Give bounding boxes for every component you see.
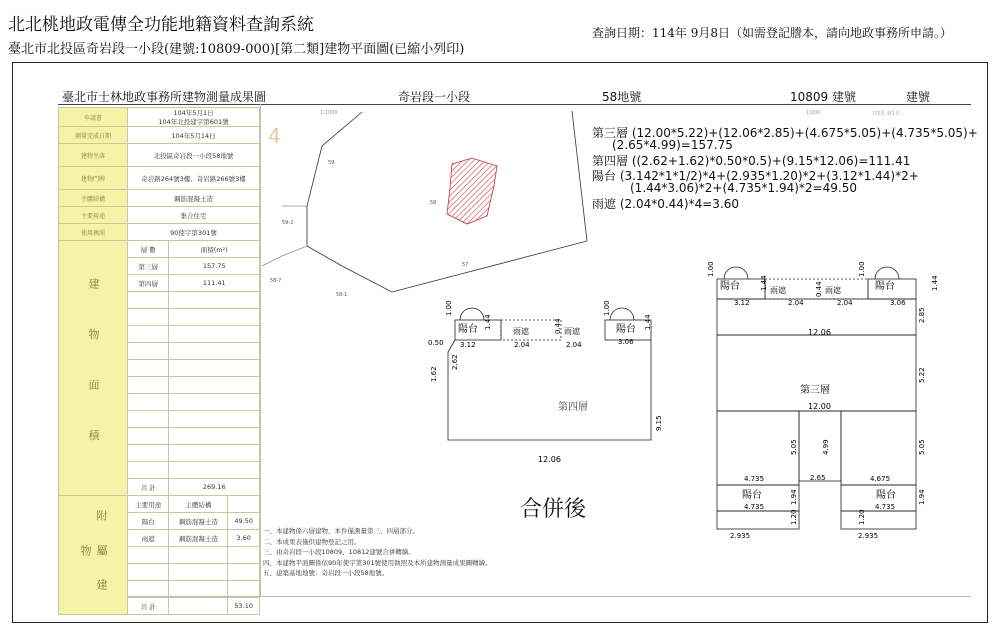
balcony-arc: [610, 308, 634, 320]
row-value: 鋼筋混凝土造: [128, 190, 260, 207]
building-footprint: [447, 158, 497, 224]
lot-label: 58-7: [270, 278, 282, 284]
canopy-area: [501, 320, 561, 340]
third-floor-label: 第三層: [800, 385, 830, 396]
note-item: 三、由奇岩段一小段10809、10812建號合併轉繪。: [263, 548, 415, 556]
dim-label: 0.44: [815, 281, 823, 297]
header-rule: [58, 104, 971, 105]
formula-balcony: 陽台 (3.142*1*1/2)*4+(2.935*1.20)*2+(3.12*1.44)*2+: [592, 169, 919, 183]
row-label: 建物門牌: [59, 167, 128, 190]
lot-label: 57: [462, 262, 469, 268]
dim-label: 2.65: [810, 474, 826, 482]
note-item: 一、本建物係六層建物，本件僅測量第三、四層部分。: [263, 527, 419, 535]
lot-label: 59: [328, 160, 335, 166]
dim-label: 3.06: [890, 299, 906, 307]
building-number-label: 建號: [906, 90, 931, 104]
dim-label: 5.22: [918, 367, 926, 383]
dim-label: 1.00: [603, 300, 611, 316]
third-floor-left-wing: [717, 411, 799, 485]
formula-fourth-floor: 第四層 ((2.62+1.62)*0.50*0.5)+(9.15*12.06)=111.41: [592, 154, 911, 168]
page-count: 共2頁 第1頁: [872, 111, 900, 117]
dim-label: 12.00: [808, 402, 831, 411]
dim-label: 2.04: [514, 341, 530, 349]
dim-label: 2.04: [788, 299, 804, 307]
annex-total: 53.10: [228, 598, 260, 615]
notes: [263, 526, 603, 579]
dim-label: 2.935: [858, 532, 879, 540]
area-total-label: 共 計: [128, 479, 169, 496]
dim-label: 3.06: [618, 338, 634, 346]
formula-canopy: 雨遮 (2.04*0.44)*4=3.60: [592, 197, 740, 211]
area-header-area: 面積(m²): [169, 241, 260, 258]
balcony-arc: [875, 267, 899, 279]
balcony-label: 陽台: [458, 324, 478, 335]
annex-structure: 鋼筋混凝土造: [169, 513, 228, 530]
lot-line: [262, 246, 307, 266]
canopy-label: 雨遮: [825, 286, 841, 295]
row-label: 建物坐落: [59, 144, 128, 167]
site-label: 4: [268, 124, 281, 148]
annex-header-use: 主要用途: [128, 496, 169, 513]
third-floor-plan: [700, 255, 960, 545]
building-number: 10809 建號: [790, 90, 856, 104]
row-value: 90使字第301號: [128, 224, 260, 241]
row-label: 測量完成日期: [59, 127, 128, 144]
dim-label: 3.12: [734, 299, 750, 307]
office-title: 臺北市士林地政事務所建物測量成果圖: [62, 90, 267, 104]
site-scale: 1/1000: [320, 110, 338, 116]
area-total: 269.16: [169, 479, 260, 496]
document-subtitle: 臺北市北投區奇岩段一小段(建號:10809-000)[第二類]建物平面圖(已縮小列印): [8, 42, 465, 57]
dim-label: 1.00: [707, 261, 715, 277]
dim-label: 2.04: [837, 299, 853, 307]
dim-label: 4.735: [875, 503, 896, 511]
dim-label: 3.12: [460, 341, 476, 349]
dim-label: 1.00: [445, 300, 453, 316]
query-date: 查詢日期：114年 9月8日（如需登記謄本，請向地政事務所申請。）: [592, 26, 952, 40]
fourth-floor-outline: [448, 340, 651, 440]
balcony-label: 陽台: [876, 490, 896, 501]
dim-label: 5.05: [918, 439, 926, 455]
formula-third-floor-cont: (2.65*4.99)=157.75: [612, 138, 733, 152]
row-value: 集合住宅: [128, 207, 260, 224]
dim-label: 1.44: [644, 314, 652, 330]
annex-structure: 鋼筋混凝土造: [169, 530, 228, 547]
row-value: 北投區奇岩段一小段58地號: [128, 144, 260, 167]
area-floor: 第三層: [128, 258, 169, 275]
area-floor: 第四層: [128, 275, 169, 292]
balcony-label: 陽台: [742, 490, 762, 501]
canopy-label: 雨遮: [564, 327, 580, 336]
lot-label: 58-1: [336, 292, 348, 298]
dim-label: 1.62: [430, 366, 438, 382]
dim-label: 1.94: [790, 489, 798, 505]
balcony-arc: [724, 267, 748, 279]
dim-label: 1.20: [790, 509, 798, 525]
lot-boundary: [307, 111, 587, 292]
balcony-arc: [460, 308, 484, 320]
dim-label: 1.44: [484, 314, 492, 330]
row-value: 104年5月14日: [128, 127, 260, 144]
dim-label: 2.935: [730, 532, 751, 540]
dim-label: 12.06: [538, 455, 561, 464]
dim-label: 2.85: [918, 307, 926, 323]
dim-label: 4.735: [744, 503, 765, 511]
dim-label: 1.44: [931, 275, 939, 291]
formula-third-floor: 第三層 (12.00*5.22)+(12.06*2.85)+(4.675*5.05)+(4.735*5.05)+: [592, 126, 978, 140]
row-label: 申請書: [59, 108, 128, 127]
annex-use: 陽台: [128, 513, 169, 530]
dim-label: 2.04: [566, 341, 582, 349]
dim-label: 1.20: [858, 509, 866, 525]
canopy-label: 雨遮: [770, 286, 786, 295]
dim-label: 1.44: [760, 275, 768, 291]
area-header-floor: 層 數: [128, 241, 169, 258]
annex-area-label: 附 屬 建 物: [59, 496, 128, 615]
dim-label: 0.44: [554, 318, 562, 334]
note-item: 五、建築基地地號：奇岩段一小段58地號。: [263, 569, 389, 577]
annex-header-structure: 主體結構: [169, 496, 228, 513]
note-item: 二、本成果表僅供建物登記之用。: [263, 537, 361, 546]
balcony-label: 陽台: [720, 281, 740, 292]
main-area-label: 建 物 面 積: [59, 241, 128, 496]
balcony-bottom-right-ext: [841, 511, 916, 529]
annex-area: 49.50: [228, 513, 260, 530]
third-floor-main: [717, 335, 916, 411]
fourth-floor-label: 第四層: [558, 402, 588, 413]
annex-area: 3.60: [228, 530, 260, 547]
dim-label: 4.675: [870, 475, 891, 483]
dim-label: 1.94: [918, 489, 926, 505]
plan-scale: 1/200: [806, 110, 821, 116]
third-floor-center: [799, 411, 841, 481]
row-label: 主體結構: [59, 190, 128, 207]
row-label: 使用執照: [59, 224, 128, 241]
dim-label: 2.62: [451, 354, 459, 370]
row-label: 主要用途: [59, 207, 128, 224]
canopy-label: 雨遮: [513, 327, 529, 336]
column-divider: [260, 104, 261, 596]
dim-label: 12.06: [808, 328, 831, 337]
site-plan: [262, 106, 592, 306]
note-item: 四、本建物平面圖係依90年使字第301號使用執照及本所建物測量成果圖轉繪。: [263, 558, 492, 567]
area-value: 111.41: [169, 275, 260, 292]
fourth-floor-plan: [420, 290, 670, 480]
dim-label: 4.99: [822, 439, 830, 455]
dim-label: 5.05: [790, 439, 798, 455]
row-value: 104年5月1日 104年北投建字第601號: [128, 108, 260, 127]
balcony-label: 陽台: [875, 281, 895, 292]
merged-label: 合併後: [520, 497, 587, 522]
annex-use: 雨遮: [128, 530, 169, 547]
balcony-label: 陽台: [616, 324, 636, 335]
annex-total-label: 共 計: [128, 598, 169, 615]
dim-label: 4.735: [744, 475, 765, 483]
lot-label: 59-2: [282, 220, 294, 226]
lot-number: 58地號: [602, 90, 642, 104]
dim-label: 1.00: [858, 261, 866, 277]
section-name: 奇岩段一小段: [398, 90, 471, 104]
formula-balcony-cont: (1.44*3.06)*2+(4.735*1.94)*2=49.50: [630, 181, 857, 195]
balcony-bottom-left-ext: [717, 511, 799, 529]
dim-label: 0.50: [428, 339, 444, 347]
building-info-table: [58, 107, 260, 615]
dim-label: 9.15: [655, 415, 663, 431]
area-value: 157.75: [169, 258, 260, 275]
third-floor-right-wing: [841, 411, 916, 485]
app-title: 北北桃地政電傳全功能地籍資料查詢系統: [8, 15, 314, 35]
row-value: 奇岩路264號3樓、奇岩路266號3樓: [128, 167, 260, 190]
lot-label: 58: [430, 200, 437, 206]
